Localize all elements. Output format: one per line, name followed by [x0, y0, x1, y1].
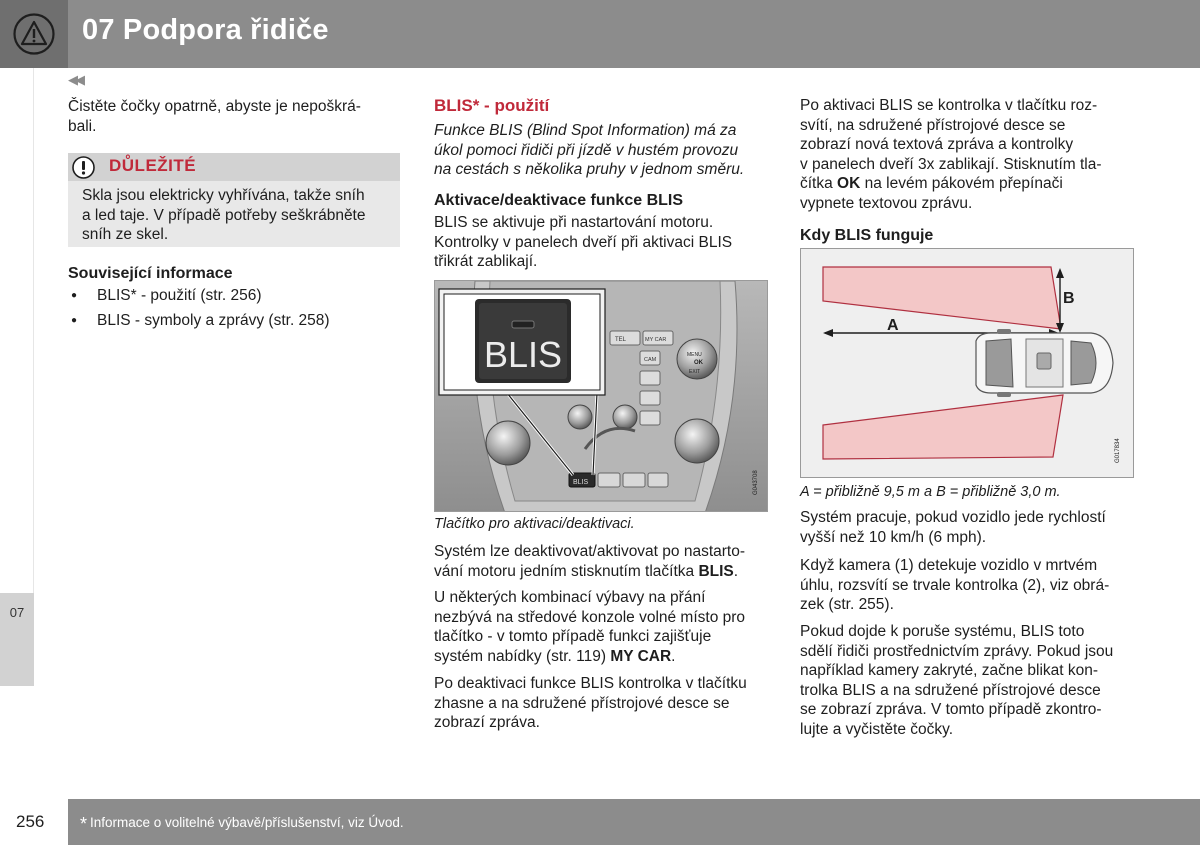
text-line: zhasne a na sdružené přístrojové desce se [434, 694, 730, 712]
warning-triangle-icon [13, 13, 55, 55]
after-deactivation-paragraph [434, 674, 774, 733]
text-line: lujte a vyčistěte čočky. [800, 720, 954, 738]
text-line: Funkce BLIS (Blind Spot Information) má za [434, 122, 737, 139]
section-heading: BLIS* - použití [434, 96, 550, 115]
car-top-view [976, 329, 1113, 397]
panel-label: MY CAR [645, 337, 667, 343]
intro-paragraph [68, 97, 398, 136]
blis-small-button-label: BLIS [573, 479, 589, 486]
exclamation-icon [72, 156, 95, 179]
related-link[interactable]: ● BLIS* - použití (str. 256) [68, 286, 398, 306]
important-text [82, 186, 392, 245]
text-line: třikrát zablikají. [434, 253, 538, 270]
bold-span: MY CAR [610, 647, 672, 665]
text-line: tlačítko - v tomto případě funkci zajišťuje [434, 628, 712, 645]
figure-caption: Tlačítko pro aktivaci/deaktivaci. [434, 516, 635, 532]
text-span: systém nabídky (str. 119) [434, 647, 611, 665]
chapter-tab-label: 07 [9, 605, 25, 620]
important-title: DŮLEŽITÉ [109, 156, 197, 175]
text-line: úkol pomoci řidiči při jízdě v hustém provozu [434, 141, 739, 159]
deactivation-paragraph [434, 542, 774, 581]
footnote [80, 814, 404, 835]
label-b: B [1063, 290, 1075, 307]
text-line: zobrazí zpráva. [434, 714, 540, 731]
blis-button-figure [434, 280, 768, 512]
blis-big-button-label: BLIS [484, 334, 563, 375]
panel-label: MENU [687, 352, 702, 358]
footnote-star: * [80, 814, 88, 834]
text-line: Po deaktivaci funkce BLIS kontrolka v tlačítku [434, 675, 747, 692]
page-number: 256 [16, 812, 45, 831]
speed-paragraph [800, 508, 1145, 547]
text-line [434, 562, 774, 582]
text-span: . [671, 647, 676, 665]
after-activation-paragraph [800, 96, 1145, 213]
text-line [434, 647, 774, 667]
image-code: G043708 [753, 470, 759, 495]
panel-label: CAM [644, 357, 657, 363]
panel-label: EXIT [689, 369, 701, 375]
activation-paragraph [434, 213, 774, 272]
text-line: nezbývá na středové konzole volné místo pro [434, 608, 746, 626]
text-line: Po aktivaci BLIS se kontrolka v tlačítku roz- [800, 97, 1098, 114]
text-line: v panelech dveří 3x zablikají. Stisknutím tla- [800, 155, 1102, 173]
camera-paragraph [800, 556, 1145, 615]
text-line: vypnete textovou zprávu. [800, 194, 973, 212]
text-line: bali. [68, 117, 97, 135]
text-span: vání motoru jedním stisknutím tlačítka [434, 562, 699, 580]
text-line: Pokud dojde k poruše systému, BLIS toto [800, 623, 1085, 640]
text-line: zek (str. 255). [800, 596, 894, 613]
fault-paragraph [800, 622, 1145, 739]
related-list [68, 286, 398, 335]
text-span: . [733, 562, 739, 580]
text-line: trolka BLIS a na sdružené přístrojové desce [800, 681, 1101, 699]
text-line: Skla jsou elektricky vyhřívána, takže sníh [82, 187, 365, 204]
text-line: Systém lze deaktivovat/aktivovat po nastarto- [434, 543, 746, 560]
header-icon-box [0, 0, 68, 68]
text-line: svítí, na sdružené přístrojové desce se [800, 116, 1066, 134]
subheading: Kdy BLIS funguje [800, 227, 934, 244]
related-heading: Související informace [68, 265, 233, 282]
text-line: sdělí řidiči prostřednictvím zprávy. Pokud jsou [800, 642, 1114, 660]
panel-label: TEL [615, 337, 627, 343]
text-line: například kamery zakryté, začne blikat kon- [800, 662, 1099, 679]
menu-system-paragraph [434, 588, 774, 666]
intro-italic [434, 121, 774, 180]
text-line: úhlu, rozsvítí se trvale kontrolka (2), viz obrá- [800, 576, 1110, 594]
zone-diagram [801, 249, 1134, 478]
text-span: na levém pákovém přepínači [860, 175, 1063, 192]
text-line: vyšší než 10 km/h (6 mph). [800, 528, 987, 546]
text-line: Systém pracuje, pokud vozidlo jede rychlostí [800, 509, 1106, 526]
back-arrows-icon[interactable]: ◀◀ [68, 72, 82, 87]
bold-span: OK [837, 175, 861, 192]
text-line: a led taje. V případě potřeby seškrábněte [82, 206, 366, 224]
footnote-text: Informace o volitelné výbavě/příslušenství, viz Úvod. [90, 815, 404, 830]
text-line: zobrazí nová textová zpráva a kontrolky [800, 136, 1074, 153]
text-line: na cestách s několika pruhy v jednom směru. [434, 161, 745, 178]
console-illustration [435, 281, 768, 512]
detection-zone-figure [800, 248, 1134, 478]
related-link[interactable]: ● BLIS - symboly a zprávy (str. 258) [68, 311, 398, 331]
text-line [800, 174, 1145, 194]
image-code: G017834 [1115, 438, 1121, 463]
chapter-title: 07 Podpora řidiče [82, 14, 329, 46]
text-line: U některých kombinací výbavy na přání [434, 589, 706, 606]
label-a: A [887, 317, 899, 334]
text-line: Když kamera (1) detekuje vozidlo v mrtvém [800, 557, 1098, 574]
subheading: Aktivace/deaktivace funkce BLIS [434, 192, 684, 209]
bold-span: BLIS [698, 562, 734, 580]
text-line: se zobrazí zpráva. V tomto případě zkontro- [800, 701, 1102, 718]
side-margin [0, 68, 34, 593]
text-line: Kontrolky v panelech dveří při aktivaci BLIS [434, 233, 733, 251]
text-line: Čistěte čočky opatrně, abyste je nepoškrá- [68, 98, 361, 115]
text-span: čítka [800, 175, 838, 192]
figure-caption: A = přibližně 9,5 m a B = přibližně 3,0 m. [800, 484, 1061, 500]
text-line: BLIS se aktivuje při nastartování motoru. [434, 214, 714, 231]
panel-label: OK [694, 360, 703, 366]
text-line: sníh ze skel. [82, 226, 169, 243]
